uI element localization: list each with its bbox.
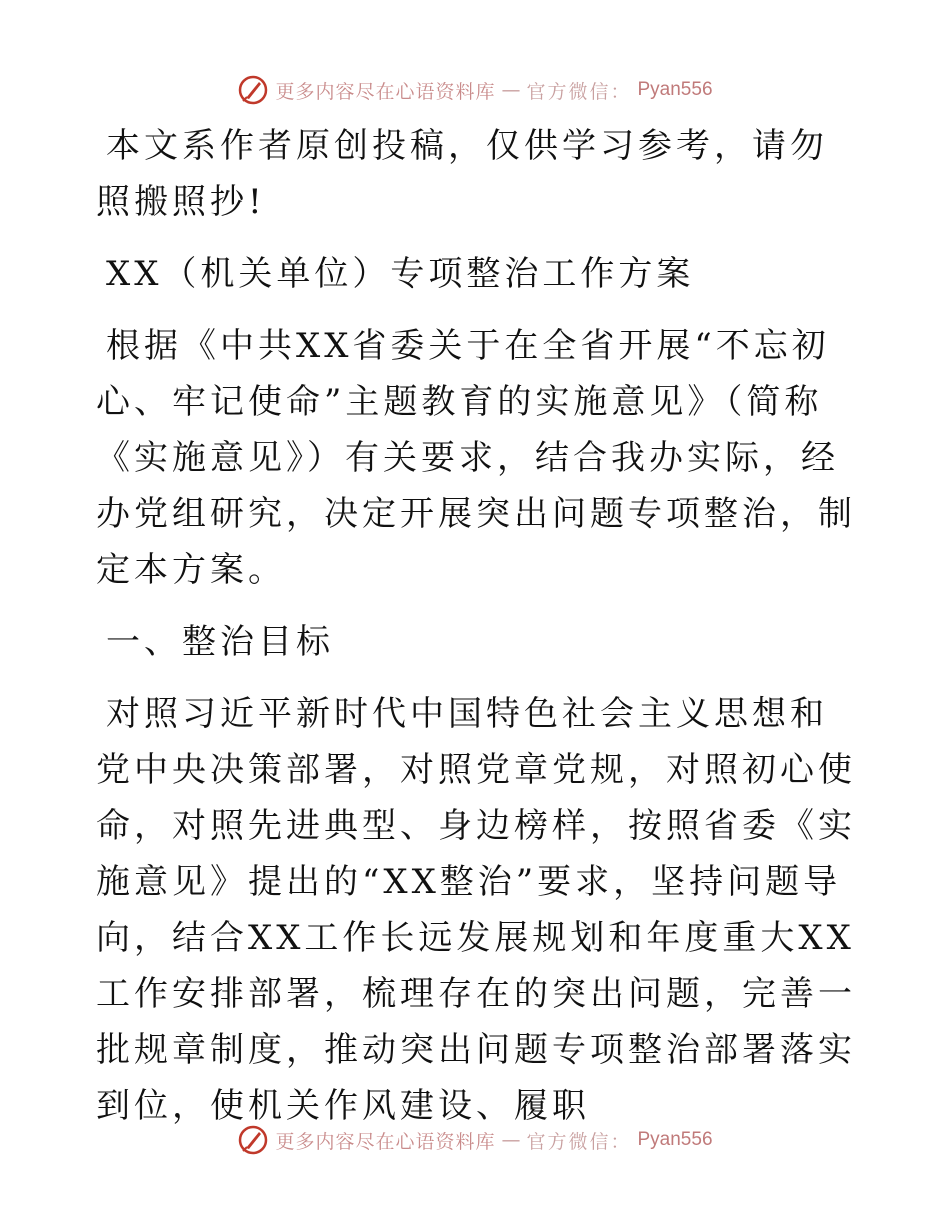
quill-logo-icon xyxy=(237,74,269,106)
section-heading-goals: 一、整治目标 xyxy=(106,622,334,662)
quill-logo-icon xyxy=(237,1124,269,1156)
copyright-notice: 本文系作者原创投稿，仅供学习参考，请勿照搬照抄! xyxy=(96,126,828,222)
footer-watermark xyxy=(0,1120,950,1160)
header-watermark xyxy=(0,70,950,110)
watermark-brand: 更多内容尽在心语资料库 xyxy=(275,1130,496,1153)
watermark-official: 官方微信： xyxy=(526,1130,632,1153)
goals-paragraph: 对照习近平新时代中国特色社会主义思想和党中央决策部署，对照党章党规，对照初心使命，对照先进典型、身边榜样，按照省委《实施意见》提出的“XX整治”要求，坚持问题导向，结合XX工作长远发展规划和年度重大XX工作安排部署，梳理存在的突出问题，完善一批规章制度，推动突出问题专项整治部署落实到位，使机关作风建设、履职 xyxy=(96,694,856,1126)
document-title: XX（机关单位）专项整治工作方案 xyxy=(106,254,695,294)
intro-paragraph: 根据《中共XX省委关于在全省开展“不忘初心、牢记使命”主题教育的实施意见》（简称《实施意见》）有关要求，结合我办实际，经办党组研究，决定开展突出问题专项整治，制定本方案。 xyxy=(96,326,856,590)
watermark-wechat-id: Pyan556 xyxy=(637,79,713,100)
watermark-official: 官方微信： xyxy=(526,80,632,103)
watermark-dash: — xyxy=(501,1129,521,1151)
watermark-wechat-id: Pyan556 xyxy=(637,1129,713,1150)
watermark-dash: — xyxy=(501,79,521,101)
watermark-brand: 更多内容尽在心语资料库 xyxy=(275,80,496,103)
document-body xyxy=(96,118,856,1150)
